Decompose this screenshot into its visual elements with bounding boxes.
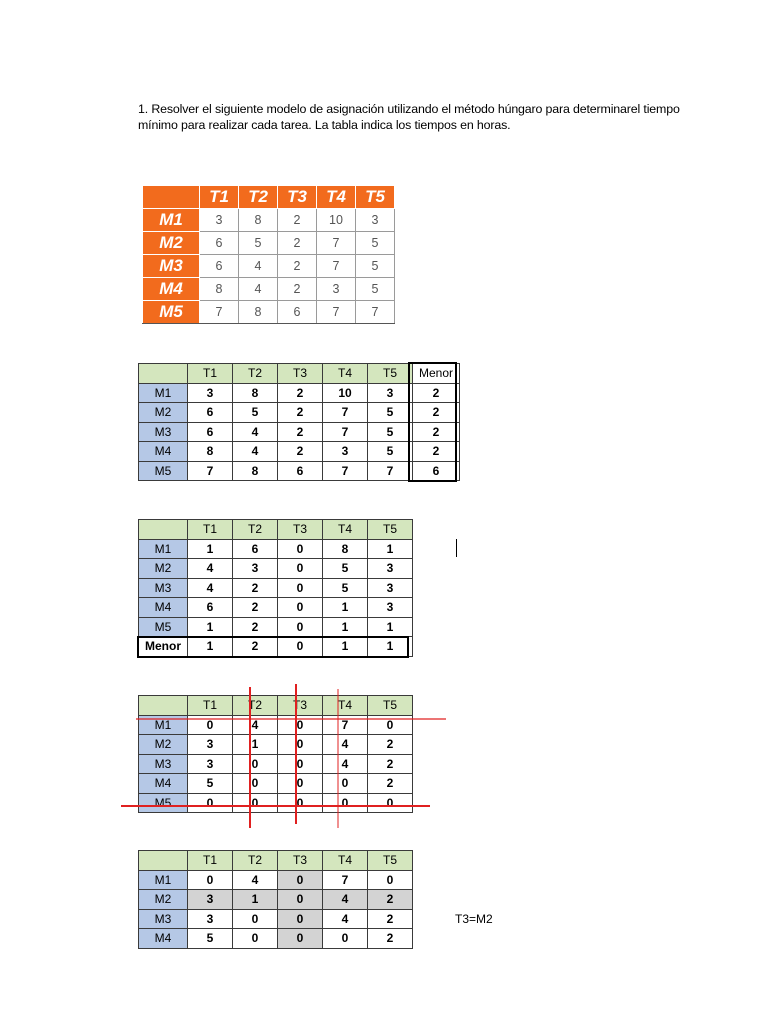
cell: 6 [278,301,317,324]
cell: 6 [233,539,278,559]
row-label: M2 [139,890,188,910]
table-row [139,793,413,813]
table-row [139,735,413,755]
menor-cell: 2 [233,637,278,657]
table-row [139,461,460,481]
cell: 0 [368,870,413,890]
table-row [139,598,413,618]
table-row [139,774,413,794]
header-cell: T1 [188,364,233,384]
cell: 0 [233,793,278,813]
cell-highlighted: 3 [188,890,233,910]
row-label: M4 [139,442,188,462]
cell: 1 [323,617,368,637]
menor-cell: 2 [413,403,460,423]
cell: 0 [323,929,368,949]
cell: 5 [323,559,368,579]
header-cell: T3 [278,851,323,871]
cell: 3 [368,559,413,579]
row-label: M4 [139,598,188,618]
cell: 2 [278,442,323,462]
cell: 7 [317,255,356,278]
cell: 8 [239,301,278,324]
header-cell: T3 [278,520,323,540]
cell: 2 [233,617,278,637]
cell: 4 [233,715,278,735]
cell: 3 [188,754,233,774]
cell: 3 [317,278,356,301]
table-row [139,909,413,929]
corner-cell [143,186,200,209]
cell: 2 [278,255,317,278]
cell: 8 [200,278,239,301]
cell: 3 [188,383,233,403]
cell: 4 [323,909,368,929]
cell: 5 [368,442,413,462]
header-cell: T2 [233,696,278,716]
cell: 0 [233,754,278,774]
cell: 5 [356,278,395,301]
cell: 8 [239,209,278,232]
cell: 7 [323,422,368,442]
cell: 1 [368,617,413,637]
cell: 5 [323,578,368,598]
row-label: M2 [139,403,188,423]
table-row [139,383,460,403]
cell: 1 [233,735,278,755]
row-label: M2 [139,735,188,755]
menor-cell: 2 [413,383,460,403]
cell: 2 [368,909,413,929]
cell: 0 [323,793,368,813]
table-row [139,929,413,949]
menor-cell: 6 [413,461,460,481]
cell: 6 [188,403,233,423]
reduced-matrix-table [138,695,413,813]
cell: 2 [233,598,278,618]
menor-label: Menor [139,637,188,657]
cell: 2 [278,278,317,301]
cell: 5 [356,255,395,278]
cell: 0 [278,578,323,598]
cell-highlighted: 1 [233,890,278,910]
header-cell: T3 [278,186,317,209]
cell: 7 [317,301,356,324]
row-label: M5 [139,461,188,481]
table-row [139,617,413,637]
header-cell: T4 [323,696,368,716]
menor-row [139,637,413,657]
cell: 3 [188,909,233,929]
row-label: M3 [139,754,188,774]
table-header-row [139,520,413,540]
cell: 0 [233,774,278,794]
cell: 2 [368,754,413,774]
row-label: M5 [143,301,200,324]
cell: 0 [278,735,323,755]
text-cursor [456,539,457,557]
cell: 4 [323,754,368,774]
cell: 0 [188,715,233,735]
header-cell: T3 [278,364,323,384]
cell: 3 [368,578,413,598]
cell: 3 [233,559,278,579]
column-minimum-table [138,519,413,657]
cell: 4 [188,559,233,579]
row-label: M1 [143,209,200,232]
row-label: M3 [139,909,188,929]
table-row [139,442,460,462]
header-cell: T4 [323,364,368,384]
table-header-row [139,364,460,384]
row-label: M3 [143,255,200,278]
row-label: M1 [139,870,188,890]
cell: 7 [368,461,413,481]
cell: 2 [368,929,413,949]
table-row [143,301,395,324]
cell: 3 [356,209,395,232]
header-cell: T1 [188,851,233,871]
header-cell: T2 [233,364,278,384]
row-label: M5 [139,617,188,637]
cell: 8 [323,539,368,559]
cell: 2 [368,735,413,755]
cell: 0 [278,559,323,579]
table-header-row [139,851,413,871]
table-row [139,422,460,442]
table-row [139,539,413,559]
header-cell: T2 [233,520,278,540]
cell: 0 [278,715,323,735]
cell: 0 [278,754,323,774]
row-label: M1 [139,383,188,403]
cell: 2 [278,383,323,403]
cell: 2 [233,578,278,598]
menor-cell: 1 [323,637,368,657]
cell: 10 [317,209,356,232]
cell: 5 [188,929,233,949]
header-cell: T2 [233,851,278,871]
table-header-row [143,186,395,209]
row-label: M2 [143,232,200,255]
cell: 5 [368,403,413,423]
cell: 0 [188,793,233,813]
cell: 5 [233,403,278,423]
cell: 0 [233,909,278,929]
header-cell: T1 [200,186,239,209]
menor-cell: 1 [368,637,413,657]
table-row [139,870,413,890]
table-row [139,715,413,735]
cell: 0 [278,539,323,559]
cost-table-original [142,185,395,324]
cell: 4 [233,422,278,442]
cell: 5 [356,232,395,255]
cell: 7 [323,715,368,735]
cell-highlighted: 0 [278,929,323,949]
cell: 10 [323,383,368,403]
cell: 8 [233,461,278,481]
assignment-note: T3=M2 [455,912,493,926]
cell: 8 [188,442,233,462]
header-cell: T5 [368,851,413,871]
cell: 8 [233,383,278,403]
header-cell: T2 [239,186,278,209]
header-cell: T5 [356,186,395,209]
row-label: M3 [139,578,188,598]
cell: 4 [188,578,233,598]
problem-statement: 1. Resolver el siguiente modelo de asignación utilizando el método húngaro para determinarel tiempo mínimo para realizar cada tarea. La tabla indica los tiempos en horas. [138,102,680,132]
corner-cell [139,520,188,540]
cell: 2 [278,232,317,255]
corner-cell [139,364,188,384]
assignment-table [138,850,413,949]
row-label: M3 [139,422,188,442]
cell: 4 [239,255,278,278]
cell: 0 [278,774,323,794]
cell: 7 [323,461,368,481]
header-cell: T3 [278,696,323,716]
table-row [143,278,395,301]
cell: 1 [188,617,233,637]
cell: 7 [323,870,368,890]
header-cell: T5 [368,520,413,540]
cell: 0 [278,598,323,618]
cell: 4 [323,735,368,755]
table-row [139,559,413,579]
corner-cell [139,696,188,716]
cell: 7 [323,403,368,423]
cell: 3 [368,383,413,403]
cell: 3 [368,598,413,618]
cell: 6 [278,461,323,481]
cell: 3 [188,735,233,755]
cell: 0 [278,793,323,813]
cell: 5 [239,232,278,255]
cell: 7 [317,232,356,255]
row-label: M2 [139,559,188,579]
menor-cell: 2 [413,442,460,462]
menor-cell: 1 [188,637,233,657]
table-row [139,578,413,598]
cell: 6 [200,232,239,255]
cell: 0 [188,870,233,890]
header-cell: T5 [368,696,413,716]
cell: 1 [188,539,233,559]
row-label: M1 [139,539,188,559]
cell: 7 [188,461,233,481]
table-row [139,403,460,423]
cell: 6 [188,598,233,618]
row-label: M4 [143,278,200,301]
cell: 0 [368,793,413,813]
table-header-row [139,696,413,716]
cell: 0 [233,929,278,949]
cell: 2 [278,209,317,232]
header-cell: T5 [368,364,413,384]
cell: 0 [323,774,368,794]
header-cell: T4 [323,520,368,540]
cell: 7 [356,301,395,324]
menor-cell: 2 [413,422,460,442]
menor-header: Menor [413,364,460,384]
cell-highlighted: 0 [278,909,323,929]
row-label: M5 [139,793,188,813]
cell-highlighted: 2 [368,890,413,910]
corner-cell [139,851,188,871]
header-cell: T1 [188,696,233,716]
cell: 2 [278,403,323,423]
header-cell: T4 [323,851,368,871]
cell: 1 [323,598,368,618]
cell: 4 [233,870,278,890]
cell: 6 [188,422,233,442]
cell: 0 [278,617,323,637]
table-row [139,890,413,910]
cell: 4 [233,442,278,462]
cell: 1 [368,539,413,559]
row-label: M4 [139,774,188,794]
menor-cell: 0 [278,637,323,657]
row-label: M1 [139,715,188,735]
row-minimum-table [138,363,460,481]
cell-highlighted: 0 [278,890,323,910]
cell: 2 [368,774,413,794]
header-cell: T1 [188,520,233,540]
row-label: M4 [139,929,188,949]
cell: 6 [200,255,239,278]
cell: 4 [239,278,278,301]
cell: 2 [278,422,323,442]
cell: 5 [368,422,413,442]
cell: 3 [323,442,368,462]
cell: 0 [368,715,413,735]
cell-highlighted: 4 [323,890,368,910]
cell: 5 [188,774,233,794]
table-row [143,209,395,232]
table-row [143,232,395,255]
cell: 3 [200,209,239,232]
cell: 7 [200,301,239,324]
table-row [139,754,413,774]
header-cell: T4 [317,186,356,209]
table-row [143,255,395,278]
cell-highlighted: 0 [278,870,323,890]
